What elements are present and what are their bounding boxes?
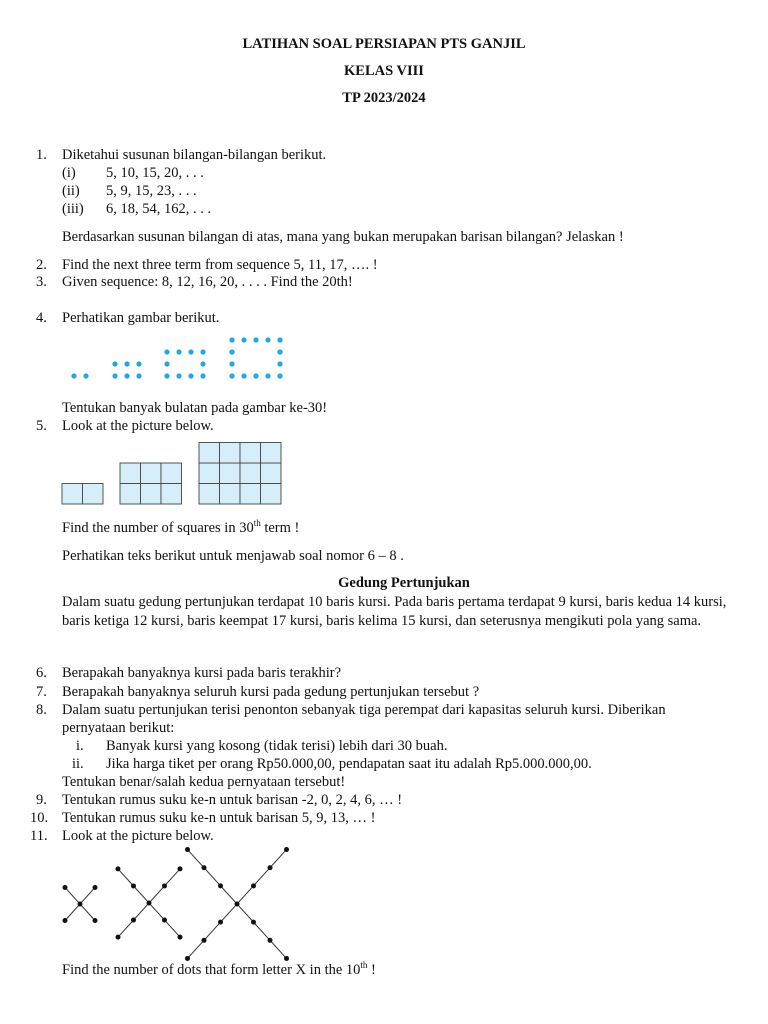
q1-item-label: (i)	[62, 165, 76, 181]
q4-question: Tentukan banyak bulatan pada gambar ke-30!	[62, 400, 328, 416]
x-dot	[185, 847, 190, 852]
x-dot	[284, 847, 289, 852]
q1-item-label: (ii)	[62, 183, 80, 199]
x-dot	[116, 866, 121, 871]
q8-item-label: i.	[76, 738, 84, 754]
q8-number: 8.	[36, 702, 47, 718]
x-dot	[251, 883, 256, 888]
doc-title: LATIHAN SOAL PERSIAPAN PTS GANJIL	[242, 36, 526, 52]
x-dot	[63, 885, 68, 890]
x-dot	[162, 883, 167, 888]
x-dot	[251, 920, 256, 925]
q1-question: Berdasarkan susunan bilangan di atas, mana yang bukan merupakan barisan bilangan? Jelaskan !	[62, 229, 624, 245]
x-dot	[178, 866, 183, 871]
x-dot	[131, 883, 136, 888]
q1-number: 1.	[36, 147, 47, 163]
q1-item-seq: 6, 18, 54, 162, . . .	[106, 201, 212, 217]
q6-number: 6.	[36, 665, 47, 681]
q11-question: Find the number of dots that form letter X in the 10th !	[62, 960, 376, 978]
x-dot	[63, 918, 68, 923]
x-dot	[178, 935, 183, 940]
story-title: Gedung Pertunjukan	[338, 575, 470, 591]
q8-closing: Tentukan benar/salah kedua pernyataan tersebut!	[62, 774, 346, 790]
q1-text: Diketahui susunan bilangan-bilangan berikut.	[62, 147, 327, 163]
doc-year: TP 2023/2024	[342, 90, 426, 106]
q2-text: Find the next three term from sequence 5, 11, 17, …. !	[62, 257, 378, 273]
x-dot	[268, 865, 273, 870]
q1-item-seq: 5, 9, 15, 23, . . .	[106, 183, 197, 199]
x-dot	[93, 918, 98, 923]
q3-text: Given sequence: 8, 12, 16, 20, . . . . Find the 20th!	[62, 274, 353, 290]
q5-text: Look at the picture below.	[62, 418, 214, 434]
q1-item-seq: 5, 10, 15, 20, . . .	[106, 165, 204, 181]
q4-text: Perhatikan gambar berikut.	[62, 310, 220, 326]
x-dot	[116, 935, 121, 940]
q8-item-text: Jika harga tiket per orang Rp50.000,00, pendapatan saat itu adalah Rp5.000.000,00.	[106, 756, 592, 772]
q11-text: Look at the picture below.	[62, 828, 214, 844]
x-dot	[268, 938, 273, 943]
q8-text-cont: pernyataan berikut:	[62, 720, 175, 736]
q4-number: 4.	[36, 310, 47, 326]
q2-number: 2.	[36, 257, 47, 273]
x-dot	[218, 920, 223, 925]
q5-number: 5.	[36, 418, 47, 434]
doc-class: KELAS VIII	[344, 63, 424, 79]
x-dot	[218, 883, 223, 888]
q8-item-text: Banyak kursi yang kosong (tidak terisi) lebih dari 30 buah.	[106, 738, 448, 754]
q5-question: Find the number of squares in 30th term !	[62, 518, 300, 536]
x-dot	[235, 902, 240, 907]
x-dot	[202, 865, 207, 870]
q10-text: Tentukan rumus suku ke-n untuk barisan 5, 9, 13, … !	[62, 810, 376, 826]
story-body: Dalam suatu gedung pertunjukan terdapat 10 baris kursi. Pada baris pertama terdapat 9 kursi, baris kedua 14 kursi, baris ketiga 12 kursi, baris keempat 17 kursi, baris kelima 15 kursi, dan seterusnya mengikuti pola yang sama.	[62, 594, 727, 629]
q9-number: 9.	[36, 792, 47, 808]
x-dot	[162, 918, 167, 923]
x-dot	[78, 902, 83, 907]
q7-text: Berapakah banyaknya seluruh kursi pada gedung pertunjukan tersebut ?	[62, 684, 480, 700]
q9-text: Tentukan rumus suku ke-n untuk barisan -2, 0, 2, 4, 6, … !	[62, 792, 403, 808]
x-dot	[131, 918, 136, 923]
intro-6-8: Perhatikan teks berikut untuk menjawab soal nomor 6 – 8 .	[62, 548, 404, 564]
q7-number: 7.	[36, 684, 47, 700]
q6-text: Berapakah banyaknya kursi pada baris terakhir?	[62, 665, 342, 681]
q8-item-label: ii.	[72, 756, 84, 772]
x-dot	[202, 938, 207, 943]
x-dot	[93, 885, 98, 890]
q1-item-label: (iii)	[62, 201, 84, 217]
q3-number: 3.	[36, 274, 47, 290]
x-dot	[147, 901, 152, 906]
q11-number: 11.	[30, 828, 48, 844]
q8-text: Dalam suatu pertunjukan terisi penonton sebanyak tiga perempat dari kapasitas seluruh kursi. Diberikan	[62, 702, 666, 718]
q10-number: 10.	[30, 810, 49, 826]
